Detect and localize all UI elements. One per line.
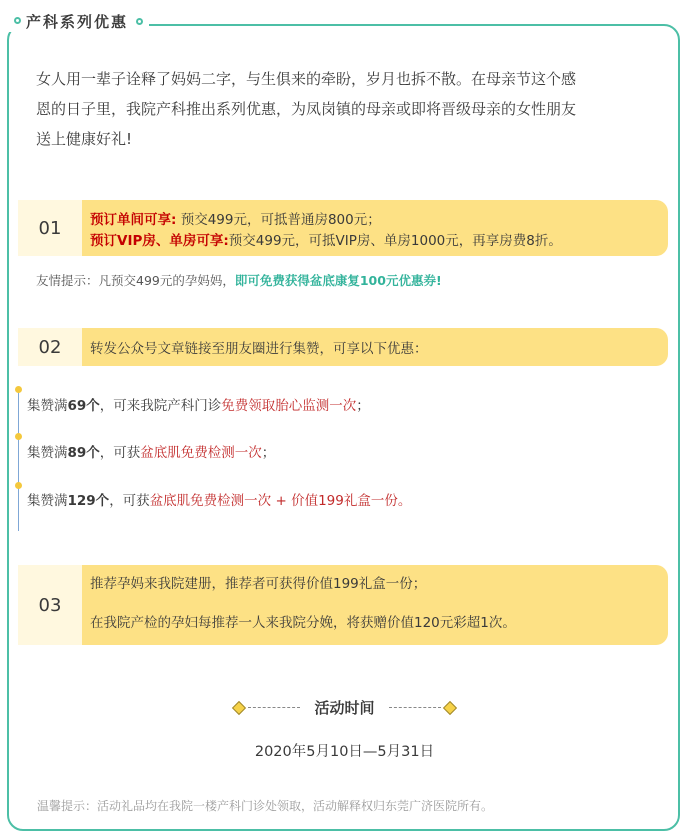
like-tier-item (27, 394, 370, 414)
offer-number: 01 (18, 200, 82, 256)
offer-text: 预交499元，可抵VIP房、单房1000元，再享房费8折。 (228, 233, 562, 249)
diamond-icon (232, 700, 246, 714)
tip-text: 友情提示：凡预交499元的孕妈妈， (36, 273, 235, 288)
diamond-icon (442, 700, 456, 714)
offer-01-band (18, 200, 668, 256)
tier-text: ，可获 (99, 445, 141, 461)
tier-text: ，可获 (109, 493, 150, 509)
offer-text: 转发公众号文章链接至朋友圈进行集赞，可享以下优惠： (90, 341, 428, 357)
tier-count: 89个 (67, 445, 100, 461)
tier-highlight: 免费领取胎心监测一次 (221, 398, 357, 414)
offer-03-band (18, 565, 668, 645)
tier-prefix: 集赞满 (27, 493, 68, 509)
offer-02-body (82, 328, 668, 366)
timeline-dot-icon (15, 482, 22, 489)
title-right-dot-icon (136, 18, 143, 25)
section-title: 产科系列优惠 (26, 12, 129, 31)
tier-count: 69个 (67, 398, 100, 414)
offer-label: 预订VIP房、单房可享: (90, 233, 229, 249)
offer-label: 预订单间可享: (90, 212, 177, 228)
offer-number: 03 (18, 565, 82, 645)
offer-03-body (82, 565, 668, 645)
tier-suffix: ； (356, 398, 370, 414)
tier-text: ，可来我院产科门诊 (99, 398, 222, 414)
tier-prefix: 集赞满 (27, 398, 68, 414)
tier-prefix: 集赞满 (27, 445, 68, 461)
intro-line: 女人用一辈子诠释了妈妈二字，与生俱来的牵盼，岁月也拆不散。在母亲节这个感 (36, 70, 577, 88)
like-tier-item (27, 489, 411, 509)
timeline-line (18, 387, 19, 531)
like-tier-item (27, 441, 275, 461)
intro-line: 恩的日子里，我院产科推出系列优惠，为凤岗镇的母亲或即将晋级母亲的女性朋友 (36, 100, 577, 118)
offer-01-body (82, 200, 668, 256)
friendly-tip (36, 271, 442, 289)
activity-time-title: 活动时间 (314, 699, 375, 717)
activity-date: 2020年5月10日—5月31日 (254, 744, 435, 760)
tier-suffix: ； (261, 445, 276, 461)
tier-highlight: 盆底肌免费检测一次 (140, 445, 262, 461)
dashed-divider (389, 707, 441, 708)
tier-highlight: 盆底肌免费检测一次 + 价值199礼盒一份。 (149, 493, 412, 509)
footer-note: 温馨提示：活动礼品均在我院一楼产科门诊处领取，活动解释权归东莞广济医院所有。 (37, 799, 494, 813)
offer-02-band (18, 328, 668, 366)
title-left-dot-icon (14, 17, 21, 24)
intro-line: 送上健康好礼! (36, 130, 133, 148)
timeline-dot-icon (15, 433, 22, 440)
offer-number: 02 (18, 328, 82, 366)
dashed-divider (248, 707, 300, 708)
tier-count: 129个 (67, 493, 110, 509)
offer-text: 预交499元，可抵普通房800元； (176, 212, 381, 228)
offer-text: 在我院产检的孕妇每推荐一人来我院分娩，将获赠价值120元彩超1次。 (90, 615, 516, 631)
timeline-dot-icon (15, 386, 22, 393)
intro-paragraph (36, 64, 654, 154)
offer-text: 推荐孕妈来我院建册，推荐者可获得价值199礼盒一份； (90, 576, 427, 592)
activity-time-header (0, 697, 689, 718)
section-header (8, 10, 149, 32)
tip-highlight: 即可免费获得盆底康复100元优惠券! (234, 273, 442, 288)
